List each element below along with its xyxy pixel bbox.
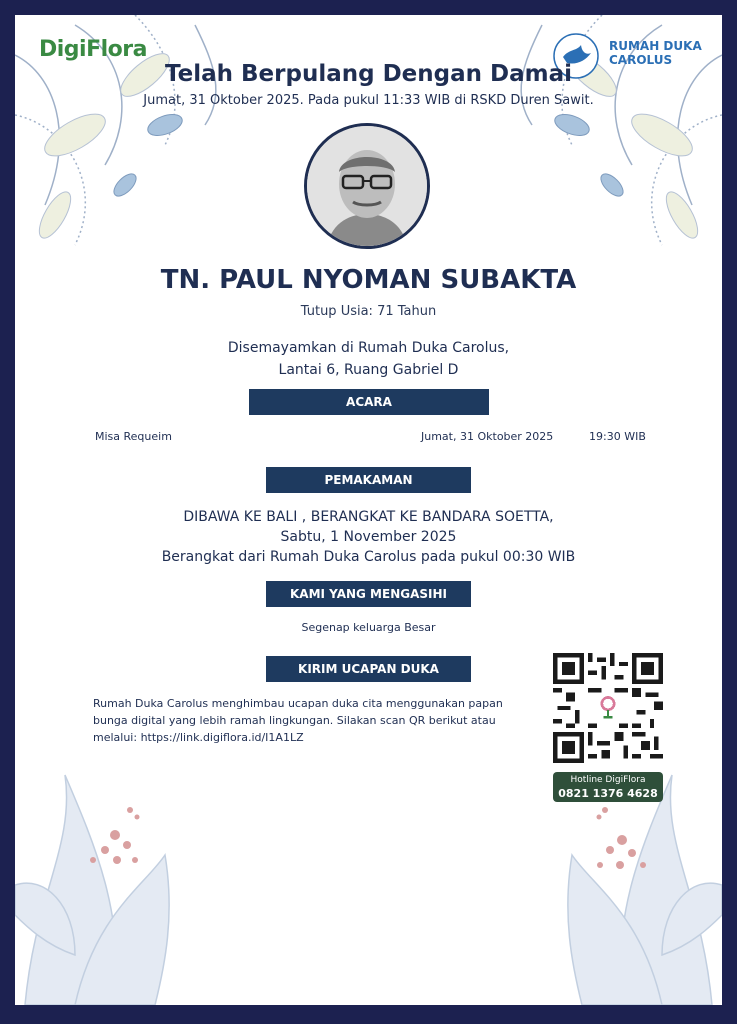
page-title: Telah Berpulang Dengan Damai [165, 61, 572, 87]
hotline-number[interactable]: 0821 1376 4628 [558, 787, 658, 800]
kirim-line-3[interactable]: melalui: https://link.digiflora.id/I1A1LZ [93, 731, 304, 744]
hotline-label: Hotline DigiFlora [570, 775, 646, 785]
event-time: 19:30 WIB [589, 430, 646, 443]
burial-line-3: Berangkat dari Rumah Duka Carolus pada pukul 00:30 WIB [161, 549, 576, 565]
event-date: Jumat, 31 Oktober 2025 [421, 430, 554, 443]
burial-line-1: DIBAWA KE BALI , BERANGKAT KE BANDARA SOETTA, [183, 509, 554, 525]
burial-details [15, 507, 722, 567]
qr-code[interactable] [553, 653, 663, 763]
portrait-image [307, 126, 427, 246]
pemakaman-heading: PEMAKAMAN [266, 467, 471, 493]
deceased-portrait [304, 123, 430, 249]
hotline-badge [553, 772, 663, 802]
event-name: Misa Requeim [95, 430, 172, 443]
carolus-text: CAROLUS [609, 53, 673, 67]
kirim-line-2: bunga digital yang lebih ramah lingkungan. Silakan scan QR berikut atau [93, 714, 496, 727]
location-line-2: Lantai 6, Ruang Gabriel D [278, 362, 459, 378]
obituary-card [15, 15, 722, 1005]
kirim-line-1: Rumah Duka Carolus menghimbau ucapan duka cita menggunakan papan [93, 697, 503, 710]
passing-date-line: Jumat, 31 Oktober 2025. Pada pukul 11:33 WIB di RSKD Duren Sawit. [143, 93, 594, 108]
kirim-heading: KIRIM UCAPAN DUKA [266, 656, 471, 682]
deceased-age: Tutup Usia: 71 Tahun [300, 304, 437, 319]
location-line-1: Disemayamkan di Rumah Duka Carolus, [227, 340, 510, 356]
mengasihi-heading: KAMI YANG MENGASIHI [266, 581, 471, 607]
burial-line-2: Sabtu, 1 November 2025 [280, 529, 457, 545]
rumah-duka-text: RUMAH DUKA [609, 39, 702, 53]
kirim-description [93, 695, 533, 746]
acara-heading: ACARA [249, 389, 489, 415]
family-text: Segenap keluarga Besar [301, 621, 436, 634]
deceased-name: TN. PAUL NYOMAN SUBAKTA [160, 265, 577, 295]
digiflora-logo: DigiFlora [39, 37, 147, 62]
viewing-location [15, 337, 722, 381]
